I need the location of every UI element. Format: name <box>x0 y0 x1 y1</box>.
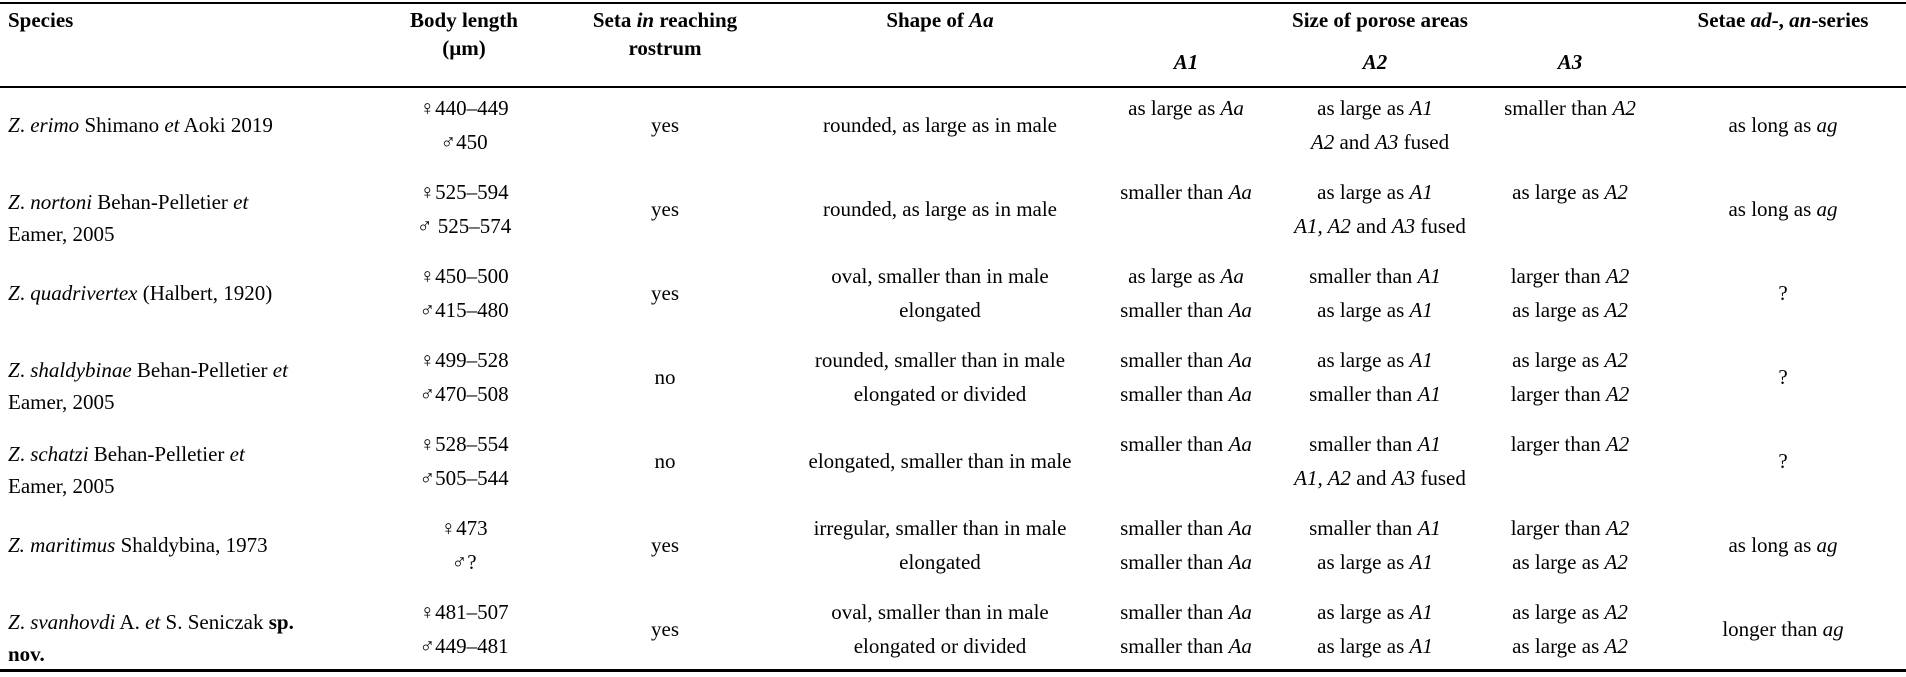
seta-reaching-rostrum: yes <box>651 617 679 641</box>
header-a2: A2 <box>1362 50 1388 74</box>
size-a2: as large as A1 <box>1317 348 1433 372</box>
header-porose-areas: Size of porose areas <box>1292 8 1468 32</box>
size-a2: as large as A1 <box>1317 96 1433 120</box>
male-length: ♂505–544 <box>419 466 509 490</box>
species-name: Z. quadrivertex (Halbert, 1920) <box>8 281 273 305</box>
header-body-length: Body length (µm) <box>410 8 518 61</box>
setae-length: ? <box>1778 281 1788 305</box>
size-a2: as large as A1 <box>1317 180 1433 204</box>
size-a1: as large as Aa <box>1128 96 1244 120</box>
size-a1-male: smaller than Aa <box>1120 298 1252 322</box>
porose-fused: A1, A2 and A3 fused <box>1294 214 1466 238</box>
size-a3: smaller than A2 <box>1504 96 1636 120</box>
female-length: ♀525–594 <box>419 180 509 204</box>
seta-reaching-rostrum: yes <box>651 113 679 137</box>
size-a1-male: smaller than Aa <box>1120 550 1252 574</box>
size-a1-male: smaller than Aa <box>1120 382 1252 406</box>
female-length: ♀473 <box>440 516 488 540</box>
male-length: ♂470–508 <box>419 382 509 406</box>
setae-length: ? <box>1778 365 1788 389</box>
top-rule <box>0 2 1906 4</box>
species-name: Z. erimo Shimano et Aoki 2019 <box>8 113 273 137</box>
species-name: Z. maritimus Shaldybina, 1973 <box>8 533 268 557</box>
size-a2: smaller than A1 <box>1309 516 1441 540</box>
female-length: ♀440–449 <box>419 96 509 120</box>
setae-length: as long as ag <box>1728 197 1838 221</box>
shape-aa: elongated, smaller than in male <box>808 449 1072 473</box>
porose-fused: A1, A2 and A3 fused <box>1294 466 1466 490</box>
size-a2-male: as large as A1 <box>1317 298 1433 322</box>
male-length: ♂450 <box>440 130 488 154</box>
female-length: ♀499–528 <box>419 348 509 372</box>
seta-reaching-rostrum: no <box>654 365 676 389</box>
female-length: ♀450–500 <box>419 264 509 288</box>
shape-aa: rounded, as large as in male <box>822 197 1058 221</box>
size-a1-male: smaller than Aa <box>1120 634 1252 658</box>
seta-reaching-rostrum: yes <box>651 197 679 221</box>
size-a3: larger than A2 <box>1510 516 1630 540</box>
bottom-rule <box>0 669 1906 672</box>
header-a1: A1 <box>1173 50 1199 74</box>
male-length: ♂ 525–574 <box>416 214 512 238</box>
shape-aa-male: elongated or divided <box>853 382 1027 406</box>
size-a2: as large as A1 <box>1317 600 1433 624</box>
size-a2: smaller than A1 <box>1309 264 1441 288</box>
seta-reaching-rostrum: yes <box>651 281 679 305</box>
header-species: Species <box>8 8 74 32</box>
size-a1: smaller than Aa <box>1120 432 1252 456</box>
size-a1: smaller than Aa <box>1120 348 1252 372</box>
shape-aa-female: irregular, smaller than in male <box>813 516 1067 540</box>
size-a3: as large as A2 <box>1512 348 1628 372</box>
size-a1: smaller than Aa <box>1120 180 1252 204</box>
shape-aa-male: elongated <box>899 550 981 574</box>
shape-aa: rounded, as large as in male <box>822 113 1058 137</box>
male-length: ♂? <box>451 550 477 574</box>
size-a2-male: smaller than A1 <box>1309 382 1441 406</box>
size-a3-male: as large as A2 <box>1512 298 1628 322</box>
size-a1: smaller than Aa <box>1120 516 1252 540</box>
size-a3: as large as A2 <box>1512 180 1628 204</box>
shape-aa-female: oval, smaller than in male <box>831 264 1049 288</box>
header-rule <box>0 86 1906 88</box>
size-a3: as large as A2 <box>1512 600 1628 624</box>
seta-reaching-rostrum: no <box>654 449 676 473</box>
size-a1: as large as Aa <box>1128 264 1244 288</box>
male-length: ♂449–481 <box>419 634 509 658</box>
size-a2: smaller than A1 <box>1309 432 1441 456</box>
shape-aa-male: elongated or divided <box>853 634 1027 658</box>
species-name: Z. schatzi Behan-Pelletier et Eamer, 2005 <box>8 442 245 499</box>
size-a1: smaller than Aa <box>1120 600 1252 624</box>
setae-length: longer than ag <box>1722 617 1844 641</box>
setae-length: ? <box>1778 449 1788 473</box>
size-a3-male: as large as A2 <box>1512 550 1628 574</box>
header-setae-series: Setae ad-, an-series <box>1697 8 1869 32</box>
species-name: Z. svanhovdi A. et S. Seniczak sp. nov. <box>8 610 294 667</box>
female-length: ♀528–554 <box>419 432 509 456</box>
size-a3: larger than A2 <box>1510 264 1630 288</box>
species-name: Z. nortoni Behan-Pelletier et Eamer, 2005 <box>8 190 249 247</box>
size-a2-male: as large as A1 <box>1317 550 1433 574</box>
female-length: ♀481–507 <box>419 600 509 624</box>
size-a3-male: larger than A2 <box>1510 382 1630 406</box>
setae-length: as long as ag <box>1728 113 1838 137</box>
porose-fused: A2 and A3 fused <box>1310 130 1450 154</box>
size-a2-male: as large as A1 <box>1317 634 1433 658</box>
species-name: Z. shaldybinae Behan-Pelletier et Eamer, 2005 <box>8 358 288 415</box>
male-length: ♂415–480 <box>419 298 509 322</box>
shape-aa-female: oval, smaller than in male <box>831 600 1049 624</box>
setae-length: as long as ag <box>1728 533 1838 557</box>
shape-aa-male: elongated <box>899 298 981 322</box>
shape-aa-female: rounded, smaller than in male <box>814 348 1066 372</box>
size-a3: larger than A2 <box>1510 432 1630 456</box>
header-seta-in: Seta in reaching rostrum <box>592 8 738 61</box>
size-a3-male: as large as A2 <box>1512 634 1628 658</box>
header-a3: A3 <box>1557 50 1583 74</box>
seta-reaching-rostrum: yes <box>651 533 679 557</box>
header-shape-aa: Shape of Aa <box>886 8 994 32</box>
